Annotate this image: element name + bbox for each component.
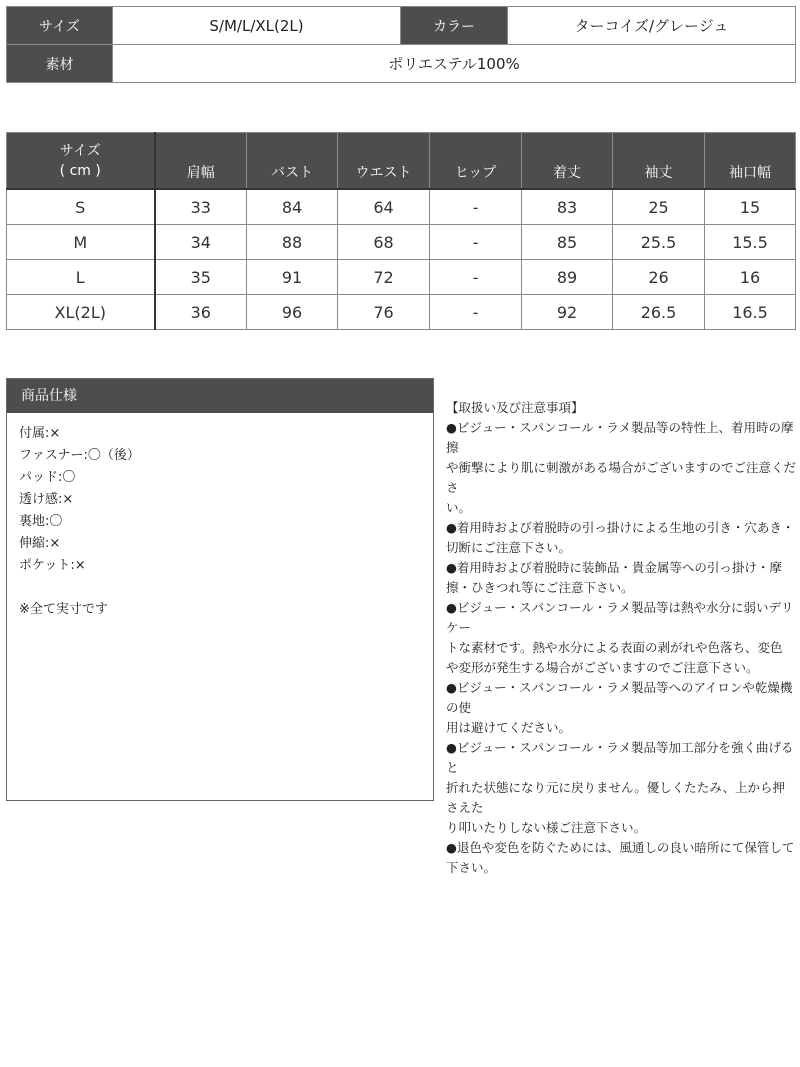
cell: 96 xyxy=(247,295,338,330)
cell: 26.5 xyxy=(613,295,705,330)
care-line: や衝撃により肌に刺激がある場合がございますのでご注意くださ xyxy=(446,460,797,495)
care-line: 用は避けてください。 xyxy=(446,720,572,735)
cell: - xyxy=(430,189,522,225)
cell: 35 xyxy=(155,260,247,295)
care-line: ●ビジュー・スパンコール・ラメ製品等は熱や水分に弱いデリケー xyxy=(446,600,794,635)
corner-line-size: サイズ xyxy=(59,142,101,159)
cell: 89 xyxy=(522,260,613,295)
cell: 92 xyxy=(522,295,613,330)
care-line: ●着用時および着脱時の引っ掛けによる生地の引き・穴あき・ xyxy=(446,520,795,535)
cell: 91 xyxy=(247,260,338,295)
material-value: ポリエステル100% xyxy=(113,45,796,83)
cell: 76 xyxy=(338,295,430,330)
cell: 33 xyxy=(155,189,247,225)
header-bust: バスト xyxy=(247,133,338,190)
spec-item-pad: パッド:〇 xyxy=(19,470,76,485)
header-waist: ウエスト xyxy=(338,133,430,190)
spec-item-pocket: ポケット:× xyxy=(19,558,86,573)
care-line: ●ビジュー・スパンコール・ラメ製品等へのアイロンや乾燥機の使 xyxy=(446,680,793,715)
care-line: ●ビジュー・スパンコール・ラメ製品等の特性上、着用時の摩擦 xyxy=(446,420,794,455)
product-info-table xyxy=(6,6,796,83)
table-row xyxy=(7,189,796,225)
cell: 83 xyxy=(522,189,613,225)
info-row-size-color xyxy=(7,7,796,45)
care-line: 下さい。 xyxy=(446,860,497,875)
cell: 15.5 xyxy=(705,225,796,260)
spec-item-stretch: 伸縮:× xyxy=(19,536,61,551)
care-line: り叩いたりしない様ご注意下さい。 xyxy=(446,820,647,835)
care-line: 擦・ひきつれ等にご注意下さい。 xyxy=(446,580,634,595)
cell: - xyxy=(430,260,522,295)
cell: 25 xyxy=(613,189,705,225)
table-row xyxy=(7,295,796,330)
color-value: ターコイズ/グレージュ xyxy=(508,7,796,45)
corner-line-unit: ( cm ) xyxy=(59,162,101,179)
care-line: い。 xyxy=(446,500,472,515)
row-size-label: XL(2L) xyxy=(7,295,155,330)
spec-item-zipper: ファスナー:〇（後） xyxy=(19,448,140,463)
cell: 25.5 xyxy=(613,225,705,260)
size-label: サイズ xyxy=(7,7,113,45)
cell: - xyxy=(430,225,522,260)
care-title: 【取扱い及び注意事項】 xyxy=(446,400,584,415)
row-size-label: S xyxy=(7,189,155,225)
header-shoulder: 肩幅 xyxy=(155,133,247,190)
size-chart-table xyxy=(6,132,796,330)
material-label: 素材 xyxy=(7,45,113,83)
care-line: ●ビジュー・スパンコール・ラメ製品等加工部分を強く曲げると xyxy=(446,740,794,775)
table-row xyxy=(7,225,796,260)
spec-item-sheerness: 透け感:× xyxy=(19,492,74,507)
header-hip: ヒップ xyxy=(430,133,522,190)
cell: 36 xyxy=(155,295,247,330)
size-chart-header-row xyxy=(7,133,796,190)
cell: 15 xyxy=(705,189,796,225)
product-spec-box xyxy=(6,378,434,801)
cell: 16 xyxy=(705,260,796,295)
cell: - xyxy=(430,295,522,330)
spec-item-accessory: 付属:× xyxy=(19,426,61,441)
spec-note: ※全て実寸です xyxy=(19,602,108,617)
care-line: 折れた状態になり元に戻りません。優しくたたみ、上から押さえた xyxy=(446,780,786,815)
header-sleeve-length: 袖丈 xyxy=(613,133,705,190)
table-row xyxy=(7,260,796,295)
care-line: トな素材です。熱や水分による表面の剥がれや色落ち、変色 xyxy=(446,640,783,655)
cell: 16.5 xyxy=(705,295,796,330)
care-notes xyxy=(446,398,796,878)
cell: 26 xyxy=(613,260,705,295)
color-label: カラー xyxy=(401,7,508,45)
cell: 85 xyxy=(522,225,613,260)
care-line: や変形が発生する場合がございますのでご注意下さい。 xyxy=(446,660,759,675)
spec-title: 商品仕様 xyxy=(7,379,433,413)
cell: 84 xyxy=(247,189,338,225)
header-length: 着丈 xyxy=(522,133,613,190)
size-value: S/M/L/XL(2L) xyxy=(113,7,401,45)
info-row-material xyxy=(7,45,796,83)
spec-item-lining: 裏地:〇 xyxy=(19,514,63,529)
care-line: 切断にご注意下さい。 xyxy=(446,540,572,555)
care-line: ●着用時および着脱時に装飾品・貴金属等への引っ掛け・摩 xyxy=(446,560,782,575)
size-chart-corner xyxy=(7,133,155,190)
cell: 64 xyxy=(338,189,430,225)
cell: 88 xyxy=(247,225,338,260)
cell: 68 xyxy=(338,225,430,260)
spec-body xyxy=(7,413,433,631)
row-size-label: L xyxy=(7,260,155,295)
cell: 72 xyxy=(338,260,430,295)
care-line: ●退色や変色を防ぐためには、風通しの良い暗所にて保管して xyxy=(446,840,795,855)
header-cuff-width: 袖口幅 xyxy=(705,133,796,190)
cell: 34 xyxy=(155,225,247,260)
row-size-label: M xyxy=(7,225,155,260)
